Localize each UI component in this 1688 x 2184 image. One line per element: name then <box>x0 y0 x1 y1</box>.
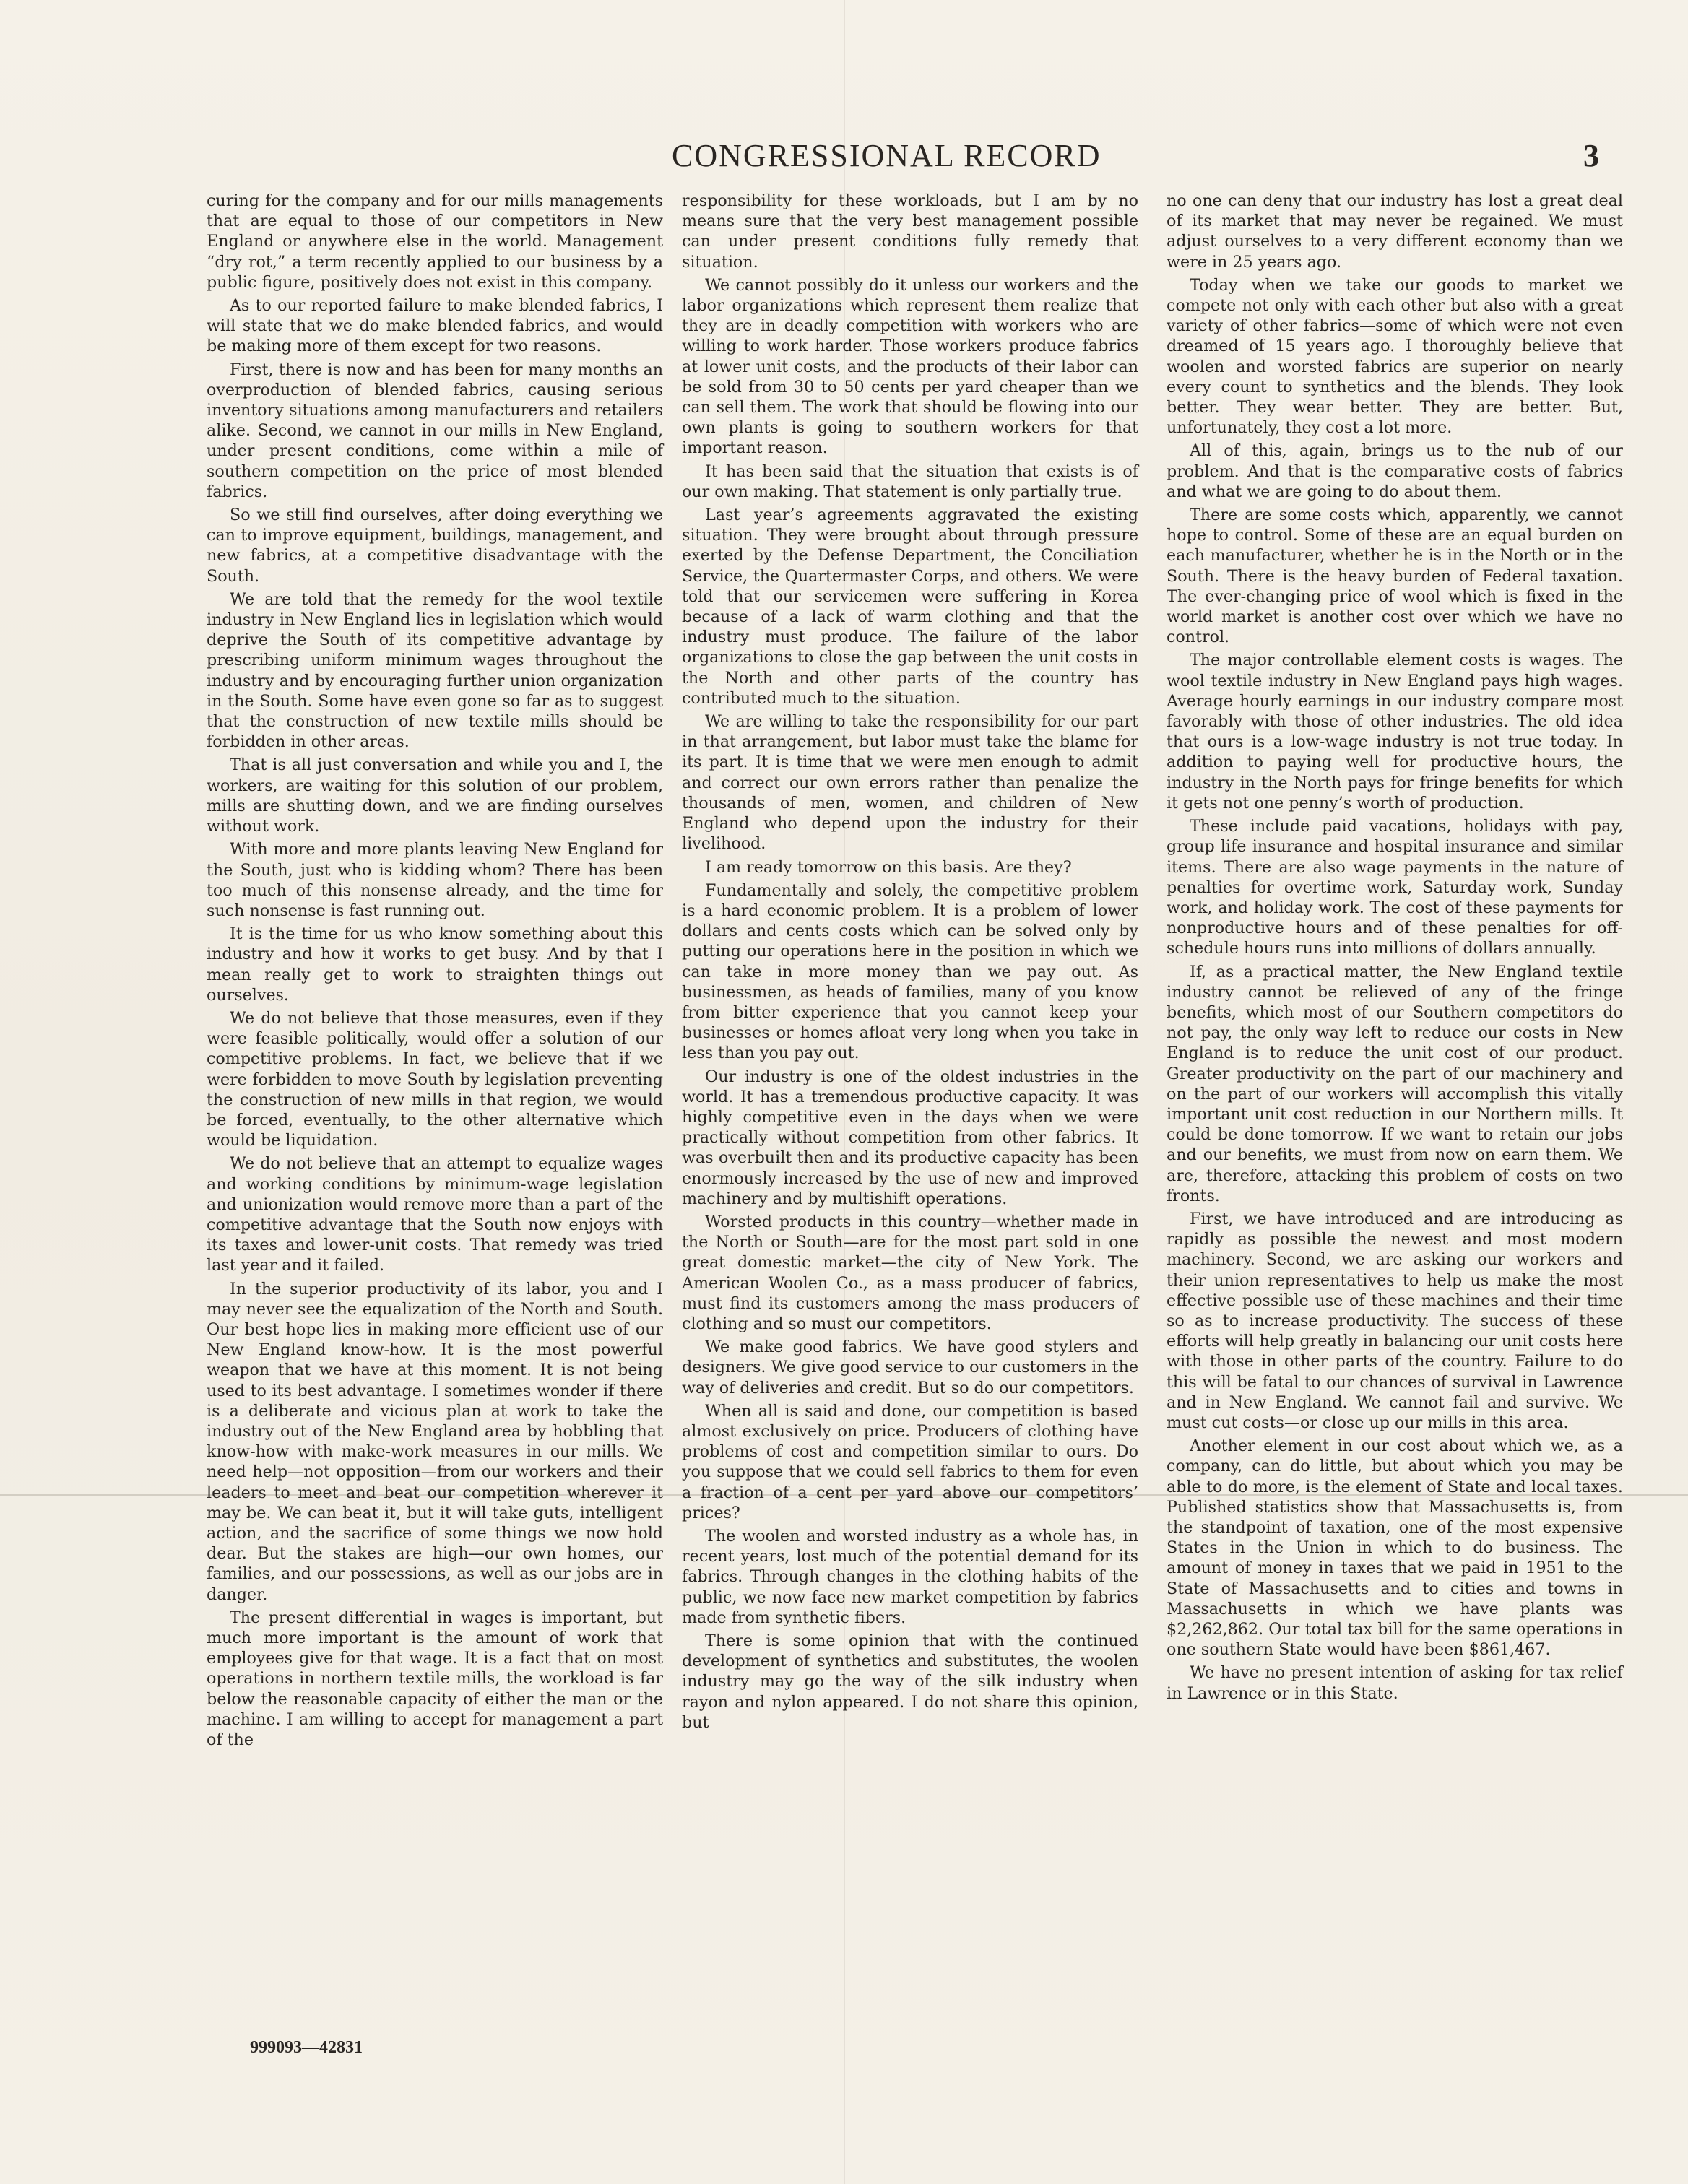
paragraph: These include paid vacations, holidays with pay, group life insurance and hospital insurance and similar items. There are also wage payments in the nature of penalties for overtime work, Saturday work, Sunday work, and holiday work. The cost of these payments for nonproductive hours and of these penalties for off-schedule hours runs into millions of dollars annually. <box>1167 817 1623 958</box>
text-column-2 <box>682 191 1138 1736</box>
paragraph: So we still find ourselves, after doing everything we can to improve equipment, buildings, management, and new fabrics, at a competitive disadvantage with the South. <box>207 506 663 586</box>
paragraph: The woolen and worsted industry as a whole has, in recent years, lost much of the potential demand for its fabrics. Through changes in the clothing habits of the public, we now face new market competition by fabrics made from synthetic fibers. <box>682 1527 1138 1627</box>
print-code: 999093—42831 <box>250 2038 363 2057</box>
paragraph: I am ready tomorrow on this basis. Are they? <box>705 857 1072 877</box>
paragraph: First, there is now and has been for many months an overproduction of blended fabrics, causing serious inventory situations among manufacturers and retailers alike. Second, we cannot in our mills in New England, under present conditions, come within a mile of southern competition on the price of most blended fabrics. <box>207 360 663 501</box>
paragraph: If, as a practical matter, the New England textile industry cannot be relieved of any of the fringe benefits, which most of our Southern competitors do not pay, the only way left to reduce our costs in New England is to reduce the unit cost of our product. Greater productivity on the part of our machinery and on the part of our workers will accomplish this vitally important unit cost reduction in our Northern mills. It could be done tomorrow. If we want to retain our jobs and our benefits, we must from now on earn them. We are, therefore, attacking this problem of costs on two fronts. <box>1167 962 1623 1205</box>
paragraph: responsibility for these workloads, but I am by no means sure that the very best management possible can under present conditions fully remedy that situation. <box>682 191 1138 272</box>
text-column-3 <box>1167 191 1623 1707</box>
page-title: CONGRESSIONAL RECORD <box>672 138 1101 173</box>
paragraph: All of this, again, brings us to the nub of our problem. And that is the comparative costs of fabrics and what we are going to do about them. <box>1167 441 1623 501</box>
paragraph: In the superior productivity of its labor, you and I may never see the equalization of the North and South. Our best hope lies in making more efficient use of our New England know-how. It is the most powerful weapon that we have at this moment. It is not being used to its best advantage. I sometimes wonder if there is a deliberate and vicious plan at work to take the industry out of the New England area by hobbling that know-how with make-work measures in our mills. We need help—not opposition—from our workers and their leaders to meet and beat our competition wherever it may be. We can beat it, but it will take guts, intelligent action, and the sacrifice of some things we now hold dear. But the stakes are high—our own homes, our families, and our possessions, as well as our jobs are in danger. <box>207 1279 663 1604</box>
paragraph: We make good fabrics. We have good stylers and designers. We give good service to our customers in the way of deliveries and credit. But so do our competitors. <box>682 1338 1138 1398</box>
paragraph: We are willing to take the responsibility for our part in that arrangement, but labor must take the blame for its part. It is time that we were men enough to admit and correct our own errors rather than penalize the thousands of men, women, and children of New England who depend upon the industry for their livelihood. <box>682 712 1138 854</box>
paragraph: We do not believe that an attempt to equalize wages and working conditions by minimum-wage legislation and unionization would remove more than a part of the competitive advantage that the South now enjoys with its taxes and lower-unit costs. That remedy was tried last year and it failed. <box>207 1154 663 1275</box>
paragraph: We cannot possibly do it unless our workers and the labor organizations which represent them realize that they are in deadly competition with workers who are willing to work harder. Those workers produce fabrics at lower unit costs, and the products of their labor can be sold from 30 to 50 cents per yard cheaper than we can sell them. The work that should be flowing into our own plants is going to southern workers for that important reason. <box>682 275 1138 458</box>
paragraph: Last year’s agreements aggravated the existing situation. They were brought about through pressure exerted by the Defense Department, the Conciliation Service, the Quartermaster Corps, and others. We were told that our servicemen were suffering in Korea because of a lack of warm clothing and that the industry must produce. The failure of the labor organizations to close the gap between the unit costs in the North and other parts of the country has contributed much to the situation. <box>682 506 1138 708</box>
paragraph: That is all just conversation and while you and I, the workers, are waiting for this solution of our problem, mills are shutting down, and we are finding ourselves without work. <box>207 755 663 836</box>
paragraph: We are told that the remedy for the wool textile industry in New England lies in legislation which would deprive the South of its competitive advantage by prescribing uniform minimum wages throughout the industry and by encouraging further union organization in the South. Some have even gone so far as to suggest that the construction of new textile mills should be forbidden in other areas. <box>207 589 663 752</box>
paragraph: It has been said that the situation that exists is of our own making. That statement is only partially true. <box>682 462 1138 501</box>
paragraph: The major controllable element costs is wages. The wool textile industry in New England pays high wages. Average hourly earnings in our industry compare most favorably with those of other industries. The old idea that ours is a low-wage industry is not true today. In addition to paying well for productive hours, the industry in the North pays for fringe benefits for which it gets not one penny’s worth of production. <box>1167 651 1623 812</box>
text-column-1 <box>207 191 663 1753</box>
paragraph: We do not believe that those measures, even if they were feasible politically, would offer a solution of our competitive problems. In fact, we believe that if we were forbidden to move South by legislation preventing the construction of new mills in that region, we would be forced, eventually, to the other alternative which would be liquidation. <box>207 1008 663 1150</box>
paragraph: The present differential in wages is important, but much more important is the amount of work that employees give for that wage. It is a fact that on most operations in northern textile mills, the workload is far below the reasonable capacity of either the man or the machine. I am willing to accept for management a part of the <box>207 1608 663 1750</box>
page-number: 3 <box>1583 138 1599 173</box>
paragraph: As to our reported failure to make blended fabrics, I will state that we do make blended fabrics, and would be making more of them except for two reasons. <box>207 296 663 356</box>
paragraph: We have no present intention of asking for tax relief in Lawrence or in this State. <box>1167 1663 1623 1703</box>
paragraph: Fundamentally and solely, the competitive problem is a hard economic problem. It is a problem of lower dollars and cents costs which can be solved only by putting our operations here in the position in which we can take in more money than we pay out. As businessmen, as heads of families, many of you know from bitter experience that you cannot keep your businesses or homes afloat very long when you take in less than you pay out. <box>682 880 1138 1063</box>
paragraph: no one can deny that our industry has lost a great deal of its market that may never be regained. We must adjust ourselves to a very different economy than we were in 25 years ago. <box>1167 191 1623 272</box>
paragraph: There is some opinion that with the continued development of synthetics and substitutes, the woolen industry may go the way of the silk industry when rayon and nylon appeared. I do not share this opinion, but <box>682 1632 1138 1732</box>
paragraph: curing for the company and for our mills managements that are equal to those of our competitors in New England or anywhere else in the world. Management “dry rot,” a term recently applied to our business by a public figure, positively does not exist in this company. <box>207 191 663 292</box>
paragraph: There are some costs which, apparently, we cannot hope to control. Some of these are an equal burden on each manufacturer, whether he is in the North or in the South. There is the heavy burden of Federal taxation. The ever-changing price of wool which is fixed in the world market is another cost over which we have no control. <box>1167 506 1623 647</box>
paragraph: Today when we take our goods to market we compete not only with each other but also with a great variety of other fabrics—some of which were not even dreamed of 15 years ago. I thoroughly believe that woolen and worsted fabrics are superior on nearly every count to synthetics and the blends. They look better. They wear better. They are better. But, unfortunately, they cost a lot more. <box>1167 275 1623 438</box>
paragraph: First, we have introduced and are introducing as rapidly as possible the newest and most modern machinery. Second, we are asking our workers and their union representatives to help us make the most effective possible use of these machines and their time so as to increase productivity. The success of these efforts will help greatly in balancing our unit costs here with those in other parts of the country. Failure to do this will be fatal to our chances of survival in Lawrence and in New England. We cannot fail and survive. We must cut costs—or close up our mills in this area. <box>1167 1209 1623 1432</box>
paragraph: With more and more plants leaving New England for the South, just who is kidding whom? There has been too much of this nonsense already, and the time for such nonsense is fast running out. <box>207 840 663 920</box>
paragraph: Our industry is one of the oldest industries in the world. It has a tremendous productive capacity. It was highly competitive even in the days when we were practically without competition from other fabrics. It was overbuilt then and its productive capacity has been enormously increased by the use of new and improved machinery and by multishift operations. <box>682 1067 1138 1208</box>
paragraph: Worsted products in this country—whether made in the North or South—are for the most part sold in one great domestic market—the city of New York. The American Woolen Co., as a mass producer of fabrics, must find its customers among the mass producers of clothing and so must our competitors. <box>682 1212 1138 1333</box>
paragraph: It is the time for us who know something about this industry and how it works to get busy. And by that I mean really get to work to straighten things out ourselves. <box>207 924 663 1005</box>
paragraph: When all is said and done, our competition is based almost exclusively on price. Producers of clothing have problems of cost and competition similar to ours. Do you suppose that we could sell fabrics to them for even a fraction of a cent per yard above our competitors’ prices? <box>682 1401 1138 1522</box>
paragraph: Another element in our cost about which we, as a company, can do little, but about which you may be able to do more, is the element of State and local taxes. Published statistics show that Massachusetts is, from the standpoint of taxation, one of the most expensive States in the Union in which to do business. The amount of money in taxes that we paid in 1951 to the State of Massachusetts and to cities and towns in Massachusetts in which we have plants was $2,262,862. Our total tax bill for the same operations in one southern State would have been $861,467. <box>1167 1436 1623 1660</box>
